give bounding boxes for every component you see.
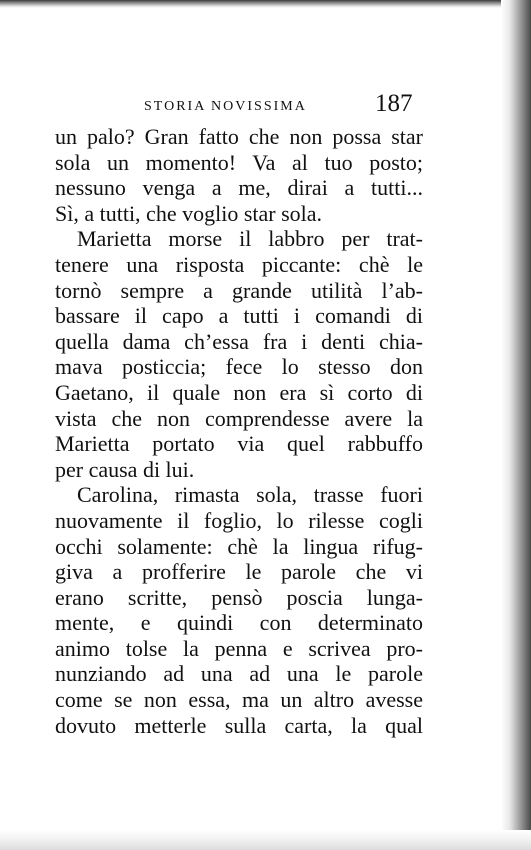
text-line: un palo? Gran fatto che non possa star — [55, 124, 423, 149]
body-text — [55, 124, 423, 738]
text-line: quella dama ch’essa fra i denti chia- — [55, 328, 423, 354]
text-line: erano scritte, pensò poscia lunga- — [55, 584, 423, 610]
text-line: dovuto metterle sulla carta, la qual — [55, 712, 423, 738]
text-line: Marietta morse il labbro per trat- — [77, 226, 423, 252]
text-line: tornò sempre a grande utilità l’ab- — [55, 277, 423, 303]
text-line: nuovamente il foglio, lo rilesse cogli — [55, 507, 423, 533]
text-line: Sì, a tutti, che voglio star sola. — [55, 200, 323, 226]
text-line: bassare il capo a tutti i comandi di — [55, 303, 423, 329]
text-line: sola un momento! Va al tuo posto; — [55, 149, 423, 175]
text-line: giva a profferire le parole che vi — [55, 559, 423, 585]
text-line: tenere una risposta piccante: chè le — [55, 251, 423, 277]
text-line: nessuno venga a me, dirai a tutti... — [55, 175, 423, 201]
text-line: Marietta portato via quel rabbuffo — [55, 431, 423, 457]
text-line: mava posticcia; fece lo stesso don — [55, 354, 423, 380]
page-number: 187 — [375, 90, 413, 117]
running-head: STORIA NOVISSIMA — [144, 99, 307, 114]
text-line: mente, e quindi con determinato — [55, 610, 423, 636]
scan-bottom-edge — [0, 830, 531, 850]
scan-right-edge — [501, 0, 531, 850]
text-line: vista che non comprendesse avere la — [55, 405, 423, 431]
text-line: nunziando ad una ad una le parole — [55, 661, 423, 687]
text-line: Gaetano, il quale non era sì corto di — [55, 379, 423, 405]
scan-top-edge — [0, 0, 531, 8]
text-line: occhi solamente: chè la lingua rifug- — [55, 533, 423, 559]
text-line: Carolina, rimasta sola, trasse fuori — [77, 482, 423, 508]
text-line: per causa di lui. — [55, 456, 195, 482]
text-line: animo tolse la penna e scrivea pro- — [55, 635, 423, 661]
text-line: come se non essa, ma un altro avesse — [55, 687, 423, 713]
